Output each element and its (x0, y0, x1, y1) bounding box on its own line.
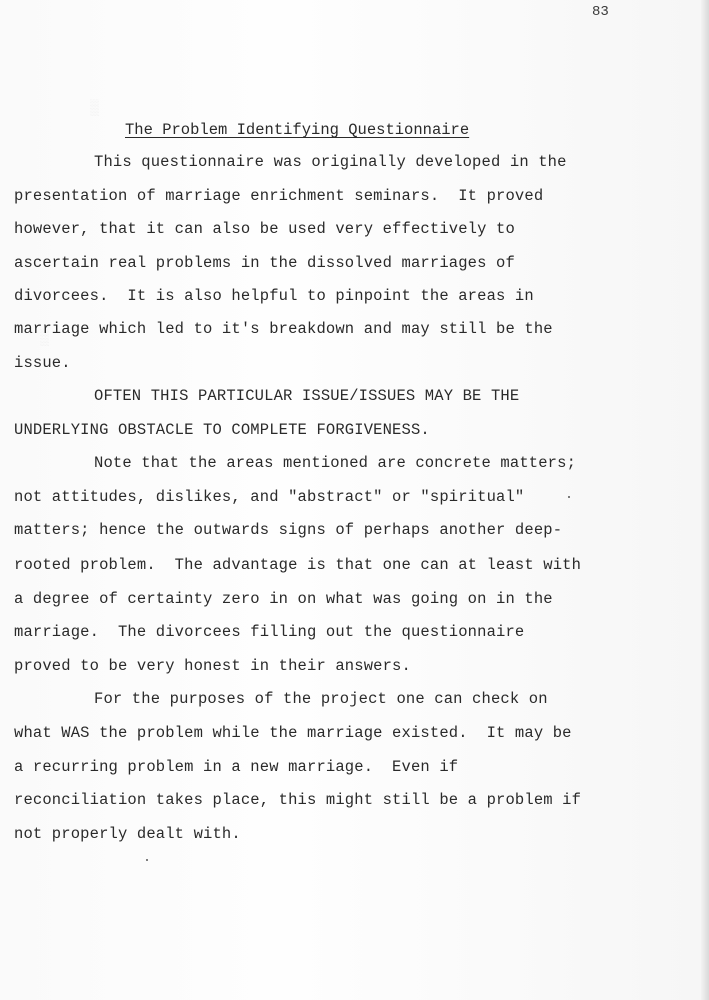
bleed-through-text (90, 100, 99, 117)
text-line: issue. (14, 354, 71, 372)
page-number: 83 (592, 4, 609, 20)
ink-speck (568, 496, 570, 498)
text-line: a degree of certainty zero in on what was going on in the (14, 590, 553, 608)
text-line: what WAS the problem while the marriage existed. It may be (14, 724, 572, 742)
text-line: reconciliation takes place, this might still be a problem if (14, 791, 582, 809)
page-edge (701, 0, 709, 1000)
text-line: Note that the areas mentioned are concrete matters; (94, 454, 577, 472)
text-line: ascertain real problems in the dissolved marriages of (14, 254, 515, 272)
text-line: proved to be very honest in their answers. (14, 657, 411, 675)
text-line: divorcees. It is also helpful to pinpoint the areas in (14, 287, 534, 305)
text-line-emphasis: UNDERLYING OBSTACLE TO COMPLETE FORGIVENESS. (14, 421, 430, 439)
text-line: however, that it can also be used very effectively to (14, 220, 515, 238)
document-title: The Problem Identifying Questionnaire (125, 121, 470, 139)
text-line-emphasis: OFTEN THIS PARTICULAR ISSUE/ISSUES MAY BE THE (94, 387, 520, 405)
text-line: presentation of marriage enrichment seminars. It proved (14, 187, 544, 205)
text-line: marriage. The divorcees filling out the questionnaire (14, 623, 525, 641)
text-line: not properly dealt with. (14, 825, 241, 843)
text-line: For the purposes of the project one can check on (94, 690, 548, 708)
ink-speck (146, 859, 148, 861)
text-line: This questionnaire was originally developed in the (94, 153, 567, 171)
text-line: marriage which led to it's breakdown and may still be the (14, 320, 553, 338)
text-line: matters; hence the outwards signs of perhaps another deep- (14, 521, 563, 539)
text-line: a recurring problem in a new marriage. Even if (14, 758, 459, 776)
text-line: rooted problem. The advantage is that one can at least with (14, 556, 582, 574)
text-line: not attitudes, dislikes, and "abstract" or "spiritual" (14, 488, 525, 506)
